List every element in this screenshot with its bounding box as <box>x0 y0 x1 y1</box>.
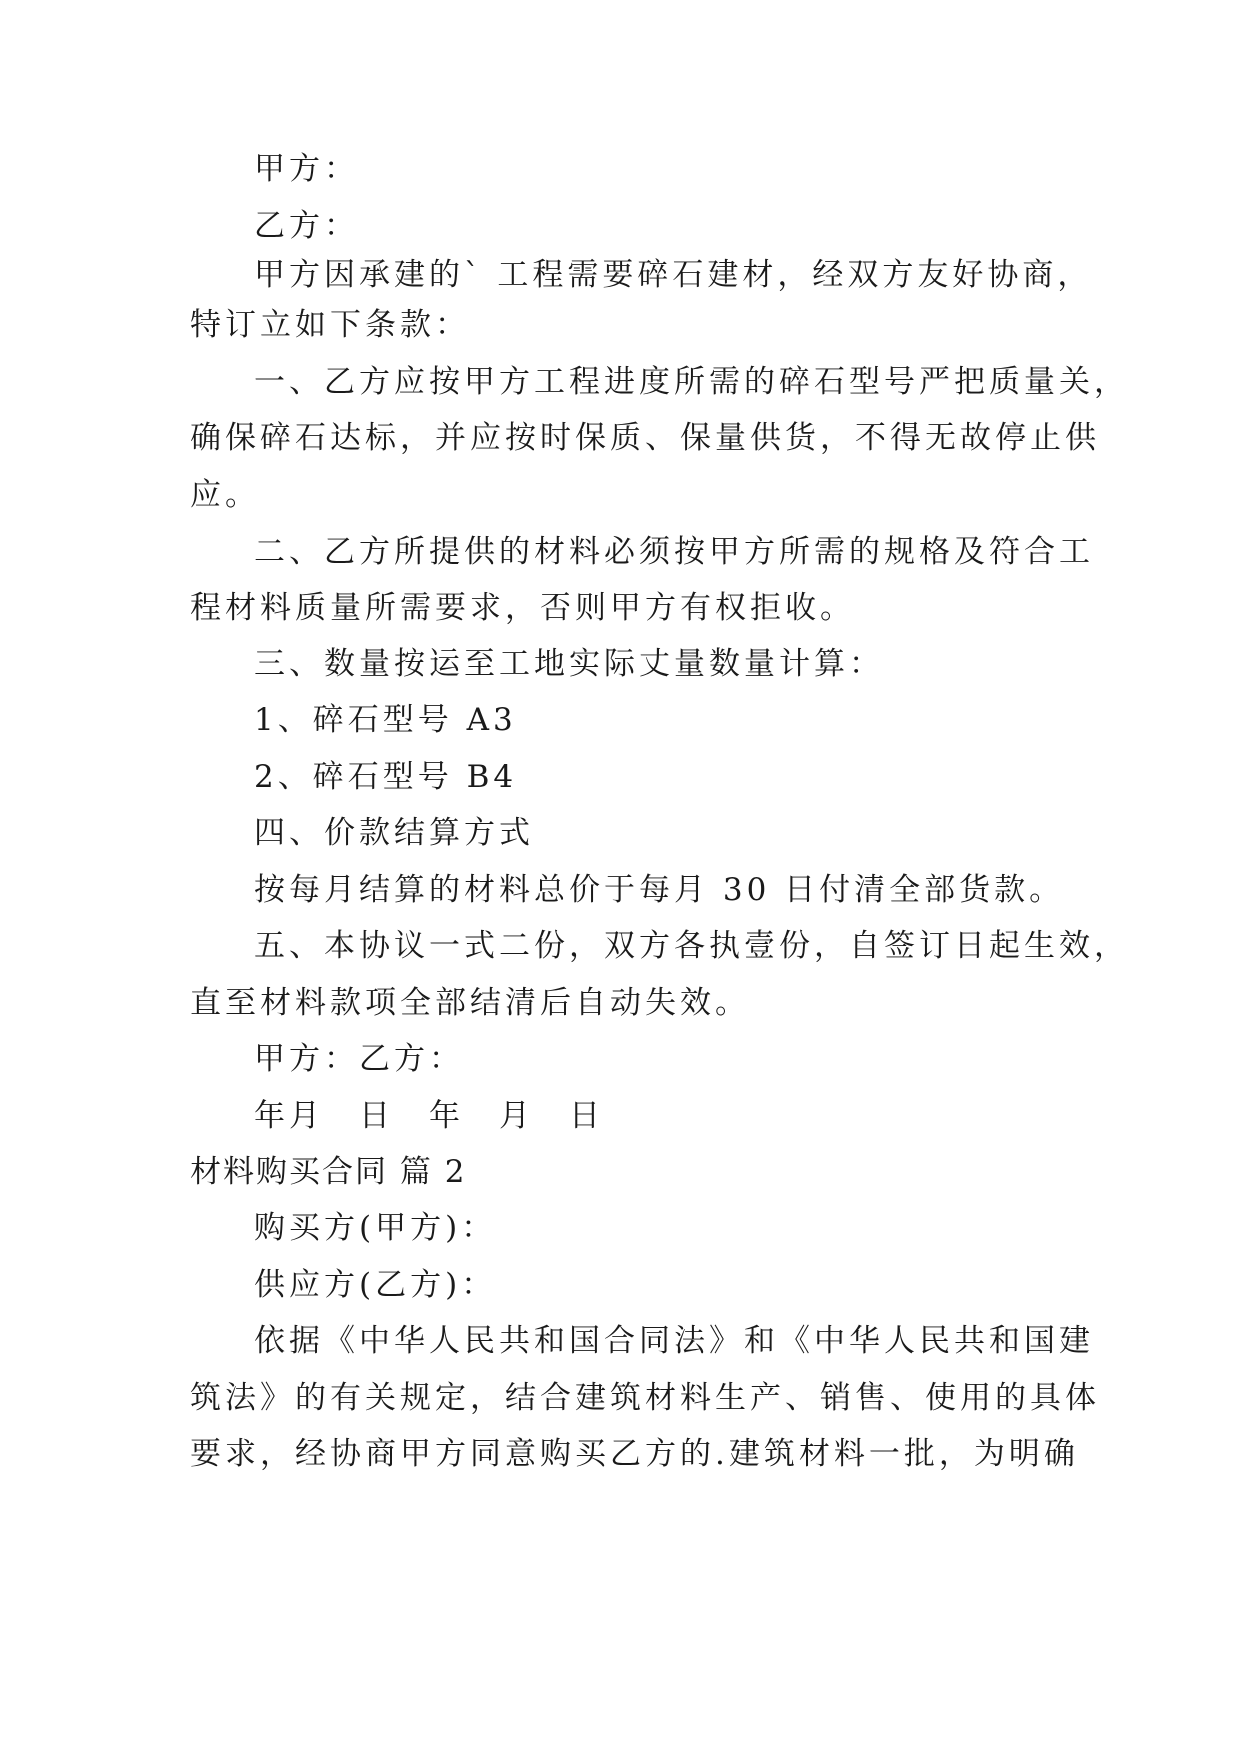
paragraph-line: 特订立如下条款： <box>190 307 470 343</box>
party-b-label: 乙方： <box>254 208 359 244</box>
clause-5-line: 直至材料款项全部结清后自动失效。 <box>190 985 750 1021</box>
clause-5-line: 五、本协议一式二份，双方各执壹份，自签订日起生效， <box>254 928 1129 964</box>
item-1-line: 1、碎石型号 A3 <box>254 702 517 738</box>
clause-1-line: 一、乙方应按甲方工程进度所需的碎石型号严把质量关， <box>254 364 1129 400</box>
clause-2-line: 二、乙方所提供的材料必须按甲方所需的规格及符合工 <box>254 534 1094 570</box>
item-2-line: 2、碎石型号 B4 <box>254 759 518 795</box>
paragraph-line: 甲方因承建的` 工程需要碎石建材，经双方友好协商， <box>254 257 1093 293</box>
clause-4-line: 四、价款结算方式 <box>254 815 534 851</box>
clause-1-line: 应。 <box>190 477 260 513</box>
paragraph-line: 要求，经协商甲方同意购买乙方的.建筑材料一批，为明确 <box>190 1436 1079 1472</box>
party-a-label: 甲方： <box>254 151 359 187</box>
supplier-label: 供应方(乙方)： <box>254 1267 497 1303</box>
clause-1-line: 确保碎石达标，并应按时保质、保量供货，不得无故停止供 <box>190 420 1100 456</box>
signature-line: 甲方：乙方： <box>254 1041 464 1077</box>
paragraph-line: 依据《中华人民共和国合同法》和《中华人民共和国建 <box>254 1323 1094 1359</box>
date-line: 年月 日 年 月 日 <box>254 1098 604 1134</box>
buyer-label: 购买方(甲方)： <box>254 1210 497 1246</box>
clause-2-line: 程材料质量所需要求，否则甲方有权拒收。 <box>190 590 855 626</box>
clause-4-body-line: 按每月结算的材料总价于每月 30 日付清全部货款。 <box>254 872 1065 908</box>
section-heading: 材料购买合同 篇 2 <box>190 1154 467 1190</box>
paragraph-line: 筑法》的有关规定，结合建筑材料生产、销售、使用的具体 <box>190 1380 1100 1416</box>
clause-3-line: 三、数量按运至工地实际丈量数量计算： <box>254 646 884 682</box>
